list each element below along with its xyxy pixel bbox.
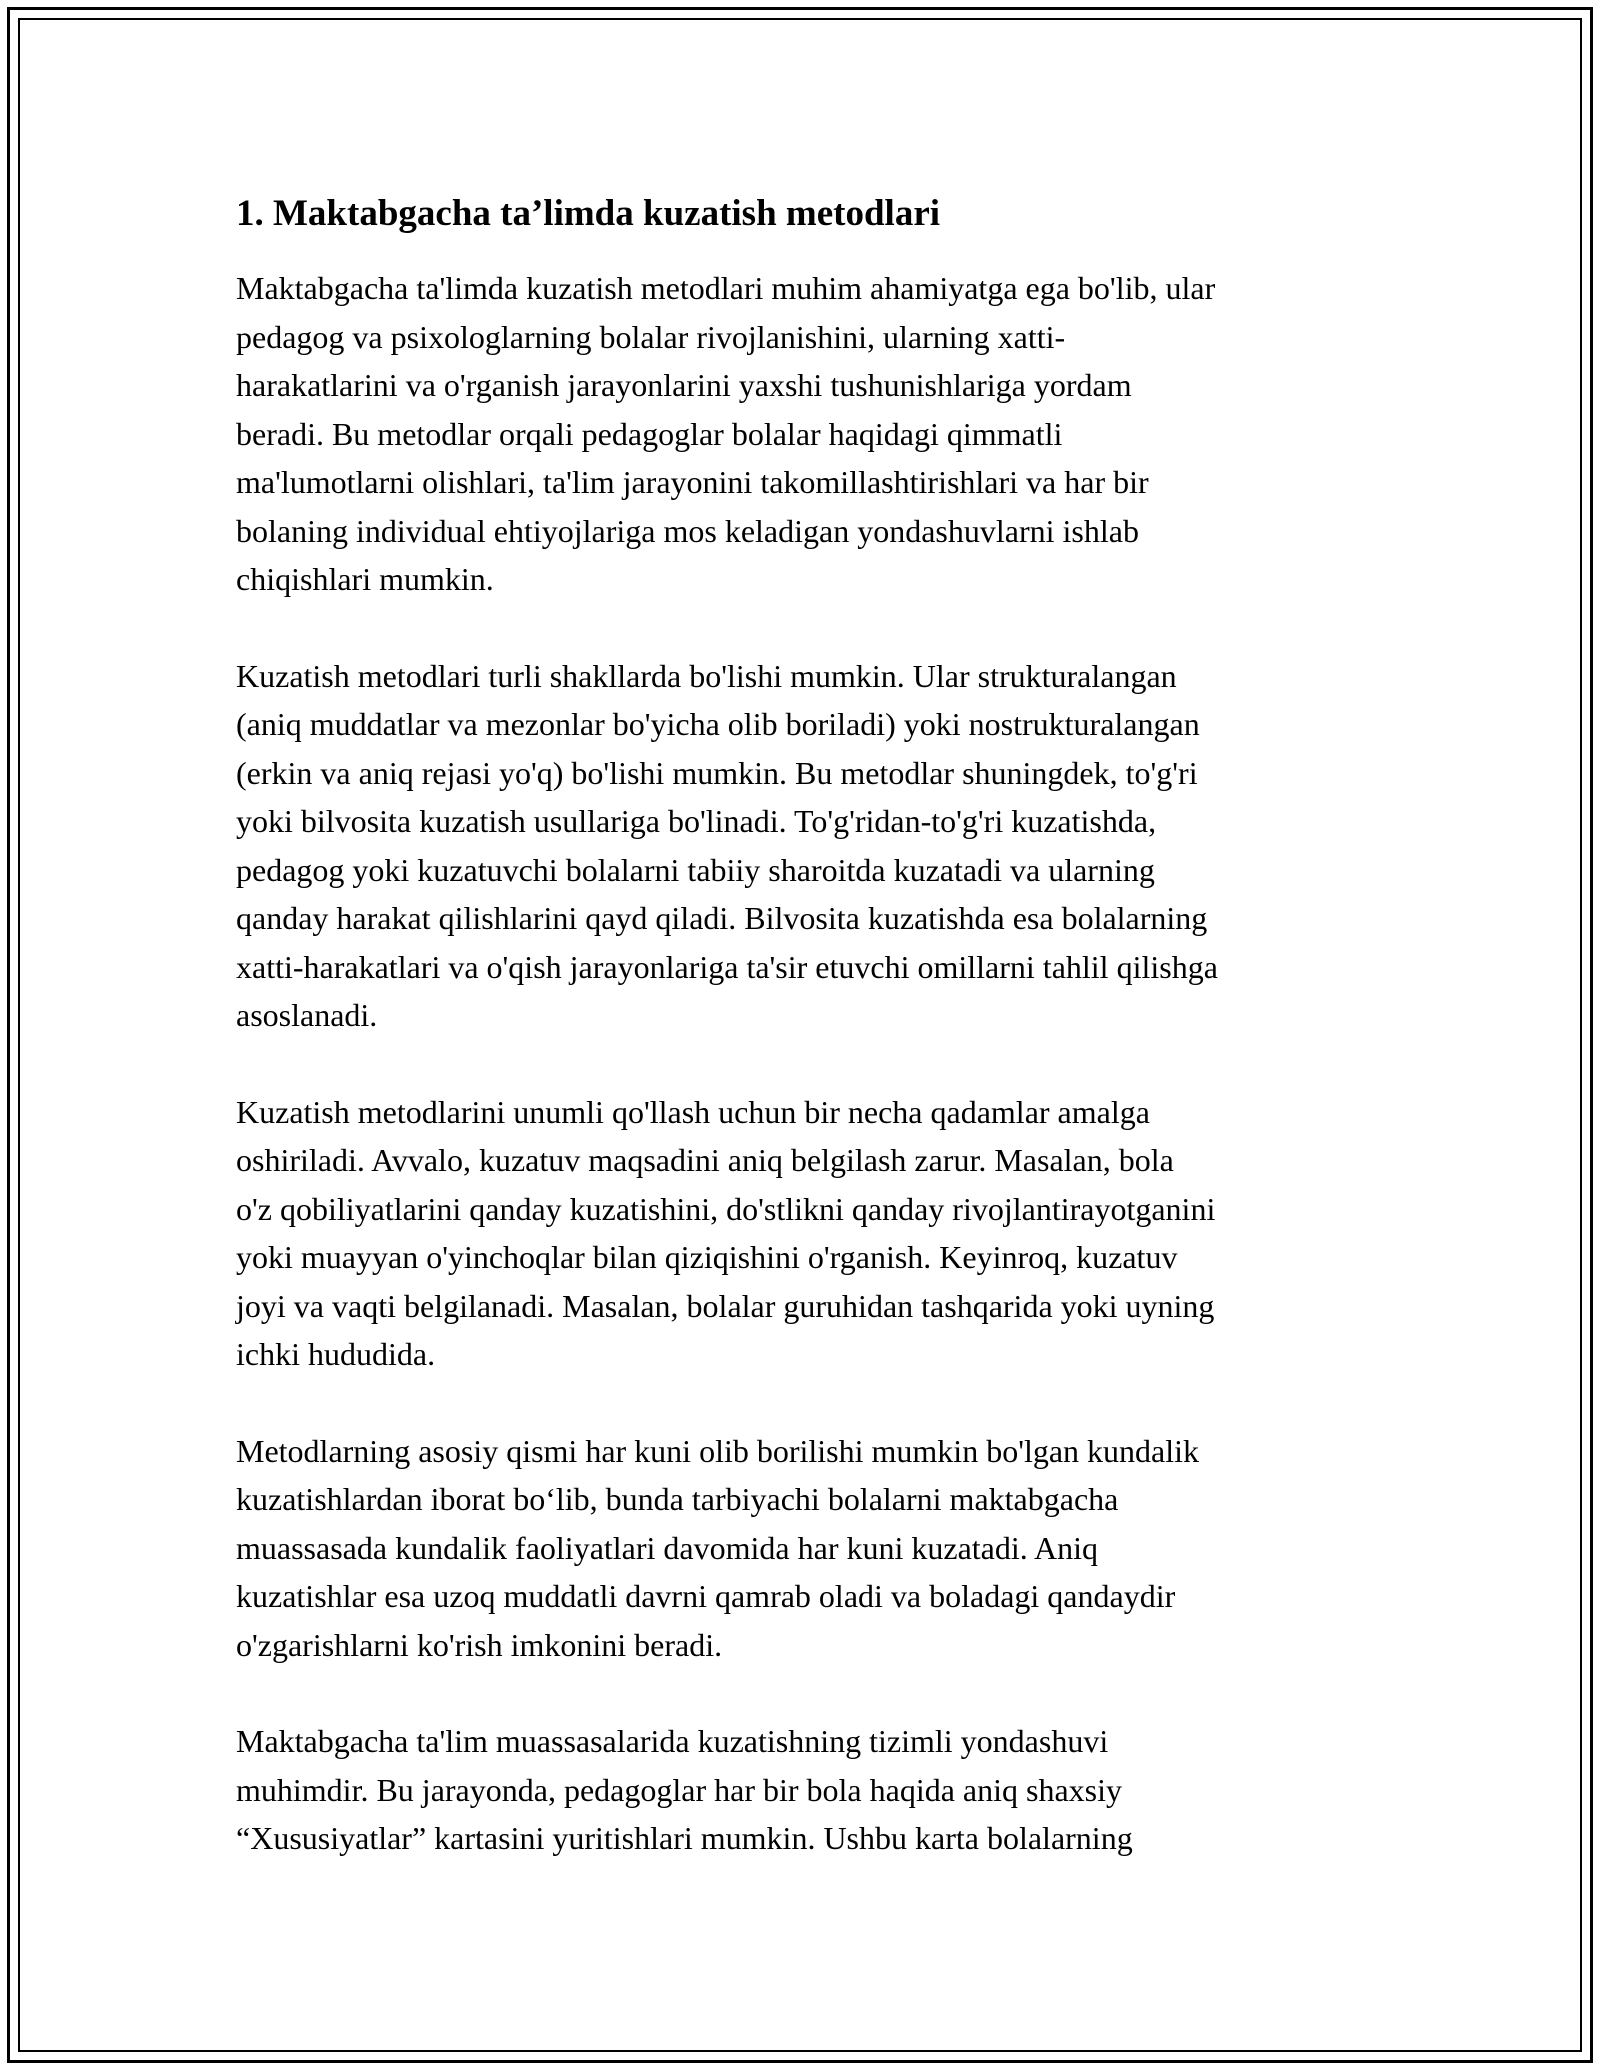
paragraph-1: Maktabgacha ta'limda kuzatish metodlari muhim ahamiyatga ega bo'lib, ular pedagog va psixologlarning bolalar rivojlanishini, ularning xatti- harakatlarini va o'rganish jarayonlarini yaxshi tushunishlariga yordam beradi. Bu metodlar orqali pedagoglar bolalar haqidagi qimmatli ma'lumotlarni olishlari, ta'lim jarayonini takomillashtirishlari va har bir bolaning individual ehtiyojlariga mos keladigan yondashuvlarni ishlab chiqishlari mumkin.	[236, 270, 1216, 597]
paragraph-5: Maktabgacha ta'lim muassasalarida kuzatishning tizimli yondashuvi muhimdir. Bu jarayonda, pedagoglar har bir bola haqida aniq shaxsiy “Xususiyatlar” kartasini yuritishlari mumkin. Ushbu karta bolalarning	[236, 1723, 1133, 1856]
section-heading: 1. Maktabgacha ta’limda kuzatish metodlari	[236, 193, 941, 234]
paragraph-3: Kuzatish metodlarini unumli qo'llash uchun bir necha qadamlar amalga oshiriladi. Avvalo, kuzatuv maqsadini aniq belgilash zarur. Masalan, bola o'z qobiliyatlarini qanday kuzatishini, do'stlikni qanday rivojlantirayotganini yoki muayyan o'yinchoqlar bilan qiziqishini o'rganish. Keyinroq, kuzatuv joyi va vaqti belgilanadi. Masalan, bolalar guruhidan tashqarida yoki uyning ichki hududida.	[236, 1093, 1216, 1372]
paragraph-2: Kuzatish metodlari turli shakllarda bo'lishi mumkin. Ular strukturalangan (aniq muddatlar va mezonlar bo'yicha olib boriladi) yoki nostrukturalangan (erkin va aniq rejasi yo'q) bo'lishi mumkin. Bu metodlar shuningdek, to'g'ri yoki bilvosita kuzatish usullariga bo'linadi. To'g'ridan-to'g'ri kuzatishda, pedagog yoki kuzatuvchi bolalarni tabiiy sharoitda kuzatadi va ularning qanday harakat qilishlarini qayd qiladi. Bilvosita kuzatishda esa bolalarning xatti-harakatlari va o'qish jarayonlariga ta'sir etuvchi omillarni tahlil qilishga asoslanadi.	[236, 657, 1218, 1033]
document-body	[236, 188, 1366, 1911]
paragraph-4: Metodlarning asosiy qismi har kuni olib borilishi mumkin bo'lgan kundalik kuzatishlardan iborat bo‘lib, bunda tarbiyachi bolalarni maktabgacha muassasada kundalik faoliyatlari davomida har kuni kuzatadi. Aniq kuzatishlar esa uzoq muddatli davrni qamrab oladi va boladagi qandaydir o'zgarishlarni ko'rish imkonini beradi.	[236, 1432, 1200, 1663]
